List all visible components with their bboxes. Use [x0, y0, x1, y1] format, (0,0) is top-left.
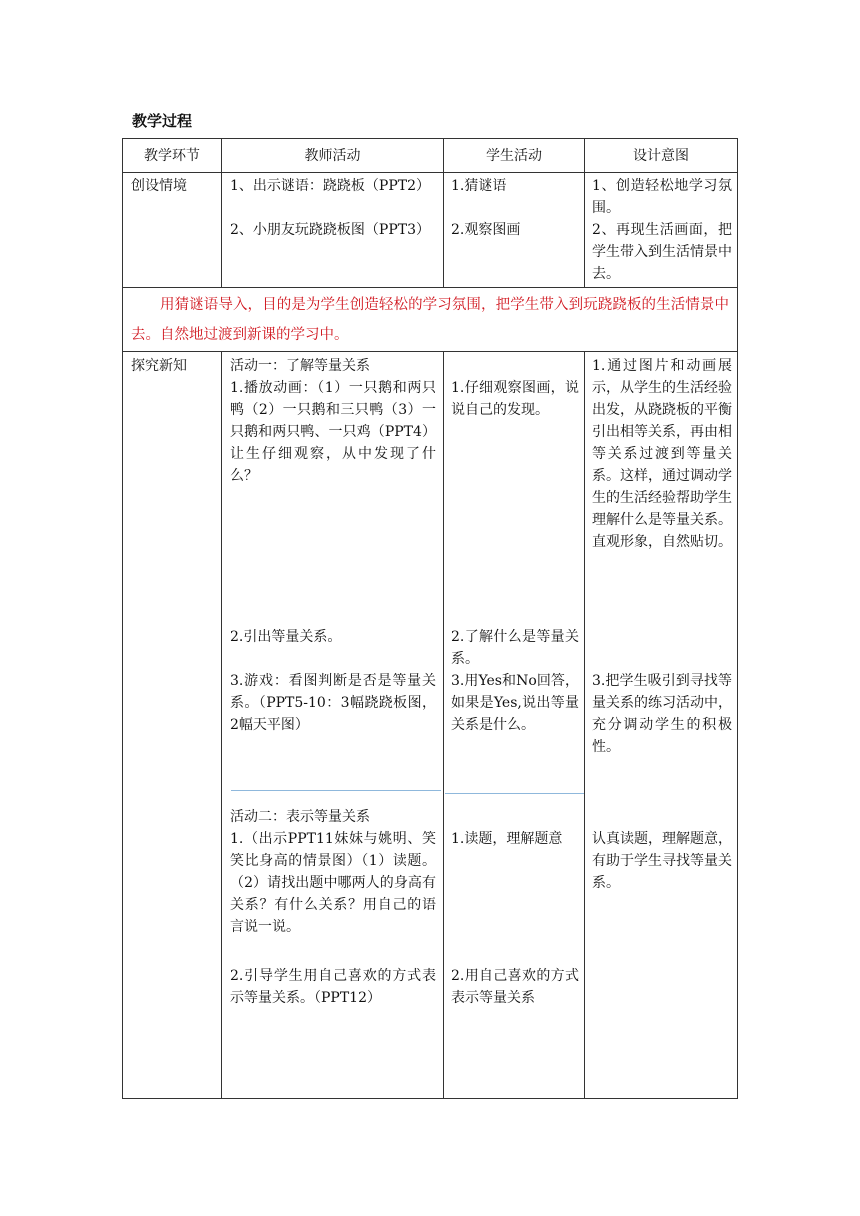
- teacher-activity: 2.引导学生用自己喜欢的方式表示等量关系。（PPT12）: [230, 968, 436, 1006]
- header-stage: 教学环节: [144, 148, 200, 164]
- lesson-process-table: [122, 138, 738, 1099]
- student-activity: 2.用自己喜欢的方式表示等量关系: [451, 968, 579, 1006]
- design-intent: 2、再现生活画面，把学生带入到生活情景中去。: [592, 222, 732, 282]
- teacher-activity: 2.引出等量关系。: [230, 629, 342, 645]
- col-divider: [443, 351, 444, 1098]
- stage-cell: 创设情境: [131, 178, 187, 194]
- row-divider: [123, 287, 737, 288]
- teacher-activity: 1.（出示PPT11妹妹与姚明、笑笑比身高的情景图）（1）读题。（2）请找出题中哪两人的身高有关系？有什么关系？用自己的语言说一说。: [230, 831, 436, 935]
- stage-cell: 探究新知: [131, 358, 187, 374]
- header-intent: 设计意图: [633, 148, 689, 164]
- row-divider: [123, 351, 737, 352]
- student-activity: 1.仔细观察图画，说说自己的发现。: [451, 380, 579, 418]
- student-activity: 3.用Yes和No回答，如果是Yes,说出等量关系是什么。: [451, 673, 579, 733]
- design-intent: 认真读题，理解题意，有助于学生寻找等量关系。: [592, 831, 732, 891]
- row-divider: [123, 172, 737, 173]
- activity-separator: [231, 790, 441, 791]
- header-student: 学生活动: [486, 148, 542, 164]
- student-activity: 1.猜谜语: [451, 178, 507, 194]
- teacher-activity: 1.播放动画：（1）一只鹅和两只鸭（2）一只鹅和三只鸭（3）一只鹅和两只鸭、一只鸡（PPT4）让生仔细观察，从中发现了什么？: [230, 380, 436, 484]
- teacher-activity: 1、出示谜语：跷跷板（PPT2）: [230, 178, 430, 194]
- design-intent: 1.通过图片和动画展示，从学生的生活经验出发，从跷跷板的平衡引出相等关系，再由相等关系过渡到等量关系。这样，通过调动学生的生活经验帮助学生理解什么是等量关系。直观形象，自然贴切。: [592, 358, 732, 550]
- design-intent: 1、创造轻松地学习氛围。: [592, 178, 732, 216]
- col-divider: [221, 351, 222, 1098]
- student-activity: 2.了解什么是等量关系。: [451, 629, 579, 667]
- header-teacher: 教师活动: [304, 148, 361, 164]
- col-divider: [584, 351, 585, 1098]
- section-title: 教学过程: [132, 112, 193, 130]
- activity-two-title: 活动二：表示等量关系: [230, 809, 370, 825]
- student-activity: 2.观察图画: [451, 222, 521, 238]
- design-intent: 3.把学生吸引到寻找等量关系的练习活动中，充分调动学生的积极性。: [592, 673, 732, 755]
- design-note: 用猜谜语导入，目的是为学生创造轻松的学习氛围，把学生带入到玩跷跷板的生活情景中去。自然地过渡到新课的学习中。: [131, 297, 729, 343]
- teacher-activity: 3.游戏：看图判断是否是等量关系。（PPT5-10：3幅跷跷板图，2幅天平图）: [230, 673, 436, 733]
- student-activity: 1.读题，理解题意: [451, 831, 563, 847]
- activity-one-title: 活动一：了解等量关系: [230, 358, 370, 374]
- teacher-activity: 2、小朋友玩跷跷板图（PPT3）: [230, 222, 430, 238]
- activity-separator: [445, 793, 584, 794]
